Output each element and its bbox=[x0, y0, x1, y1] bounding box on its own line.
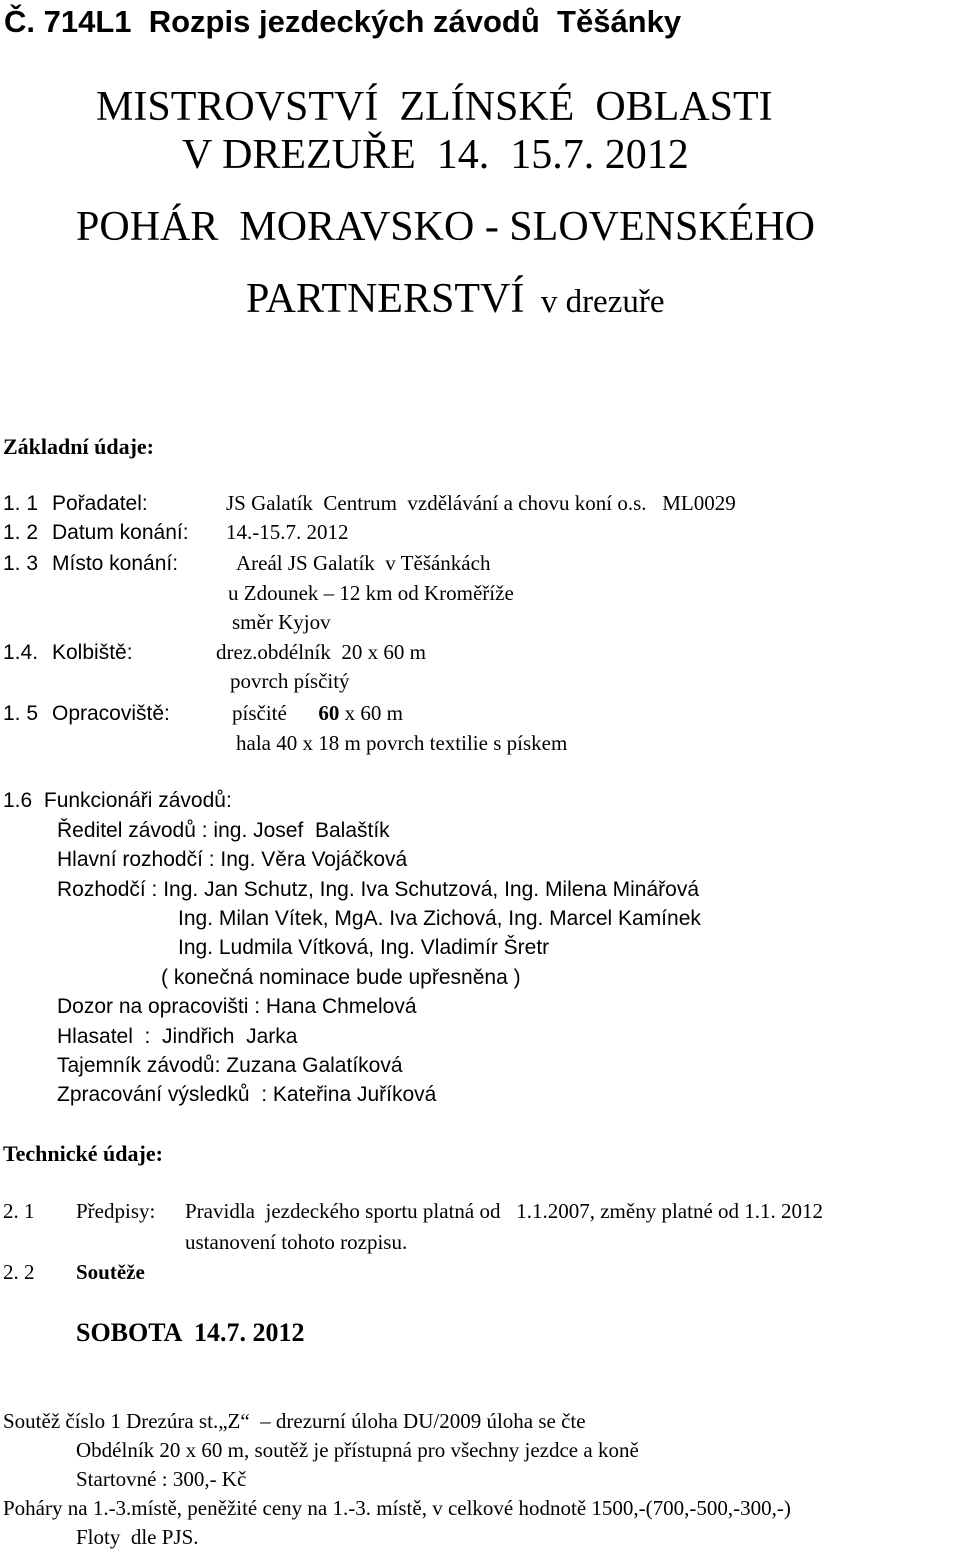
rules-label: Předpisy: bbox=[76, 1199, 156, 1223]
competition-1-line-4: Poháry na 1.-3.místě, peněžité ceny na 1.-3. místě, v celkové hodnotě 1500,-(700,-500,-300,-) bbox=[3, 1496, 791, 1520]
date-value: 14.-15.7. 2012 bbox=[226, 520, 349, 544]
warmup-number: 1. 5 bbox=[3, 702, 39, 725]
officials-judges-2: Ing. Milan Vítek, MgA. Iva Zichová, Ing. Marcel Kamínek bbox=[178, 907, 701, 930]
officials-chief-judge: Hlavní rozhodčí : Ing. Věra Vojáčková bbox=[57, 848, 408, 871]
warmup-size-rest: x 60 m bbox=[339, 701, 403, 725]
officials-judges-3: Ing. Ludmila Vítková, Ing. Vladimír Šretr bbox=[178, 936, 550, 959]
officials-judges-1: Rozhodčí : Ing. Jan Schutz, Ing. Iva Schutzová, Ing. Milena Minářová bbox=[57, 878, 700, 901]
rules-number: 2. 1 bbox=[3, 1199, 35, 1223]
basic-data-heading: Základní údaje: bbox=[3, 434, 154, 459]
organizer-value: JS Galatík Centrum vzdělávání a chovu koní o.s. ML0029 bbox=[226, 491, 736, 515]
organizer-number: 1. 1 bbox=[3, 492, 39, 515]
officials-note: ( konečná nominace bude upřesněna ) bbox=[161, 966, 521, 989]
headline-line-4 bbox=[230, 262, 664, 336]
warmup-value-2: hala 40 x 18 m povrch textilie s pískem bbox=[236, 731, 568, 755]
headline-line-3: POHÁR MORAVSKO - SLOVENSKÉHO bbox=[76, 204, 815, 250]
date-label: Datum konání: bbox=[52, 521, 189, 544]
rules-value-2: ustanovení tohoto rozpisu. bbox=[185, 1230, 408, 1254]
arena-label: Kolbiště: bbox=[52, 641, 133, 664]
warmup-width: 60 bbox=[318, 701, 340, 725]
officials-steward: Dozor na opracovišti : Hana Chmelová bbox=[57, 995, 417, 1018]
headline-line-4-suffix: v drezuře bbox=[540, 284, 665, 320]
organizer-label: Pořadatel: bbox=[52, 492, 148, 515]
schedule-day: SOBOTA 14.7. 2012 bbox=[76, 1318, 305, 1347]
arena-number: 1.4. bbox=[3, 641, 39, 664]
competitions-label: Soutěže bbox=[76, 1260, 145, 1284]
officials-announcer: Hlasatel : Jindřich Jarka bbox=[57, 1025, 298, 1048]
headline-line-2: V DREZUŘE 14. 15.7. 2012 bbox=[182, 132, 689, 178]
place-value-3: směr Kyjov bbox=[232, 610, 331, 634]
document-title: Č. 714L1 Rozpis jezdeckých závodů Těšánky bbox=[4, 4, 682, 39]
rules-value: Pravidla jezdeckého sportu platná od 1.1.2007, změny platné od 1.1. 2012 bbox=[185, 1199, 824, 1223]
competition-1-line-2: Obdélník 20 x 60 m, soutěž je přístupná pro všechny jezdce a koně bbox=[76, 1438, 639, 1462]
competition-1-line-3: Startovné : 300,- Kč bbox=[76, 1467, 247, 1491]
officials-results: Zpracování výsledků : Kateřina Juříková bbox=[57, 1083, 437, 1106]
place-label: Místo konání: bbox=[52, 552, 179, 575]
competition-1-line-5: Floty dle PJS. bbox=[76, 1525, 199, 1549]
place-value-2: u Zdounek – 12 km od Kroměříže bbox=[228, 581, 514, 605]
warmup-label: Opracoviště: bbox=[52, 702, 170, 725]
officials-heading: 1.6 Funkcionáři závodů: bbox=[3, 789, 232, 812]
competitions-number: 2. 2 bbox=[3, 1260, 35, 1284]
headline-line-4-main: PARTNERSTVÍ bbox=[246, 276, 525, 322]
competition-1-line-1: Soutěž číslo 1 Drezúra st.„Z“ – drezurní úloha DU/2009 úloha se čte bbox=[3, 1409, 586, 1433]
headline-line-1: MISTROVSTVÍ ZLÍNSKÉ OBLASTI bbox=[96, 84, 773, 130]
place-number: 1. 3 bbox=[3, 552, 39, 575]
arena-value-2: povrch písčitý bbox=[230, 669, 350, 693]
officials-secretary: Tajemník závodů: Zuzana Galatíková bbox=[57, 1054, 403, 1077]
date-number: 1. 2 bbox=[3, 521, 39, 544]
arena-value-1: drez.obdélník 20 x 60 m bbox=[216, 640, 426, 664]
place-value-1: Areál JS Galatík v Těšánkách bbox=[236, 551, 491, 575]
officials-director: Ředitel závodů : ing. Josef Balaštík bbox=[57, 819, 390, 842]
warmup-surface: písčité bbox=[232, 701, 287, 725]
technical-heading: Technické údaje: bbox=[3, 1141, 163, 1166]
warmup-value-1 bbox=[232, 703, 403, 724]
